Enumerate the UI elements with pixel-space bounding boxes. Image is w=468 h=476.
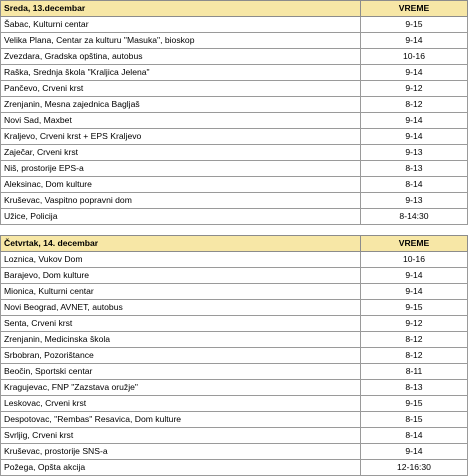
time-cell: 9-14 — [361, 33, 468, 49]
time-cell: 9-12 — [361, 316, 468, 332]
table-row — [1, 460, 468, 476]
location-cell: Kruševac, Vaspitno popravni dom — [1, 193, 361, 209]
location-cell: Kruševac, prostorije SNS-a — [1, 444, 361, 460]
time-cell: 8-14 — [361, 428, 468, 444]
time-cell: 9-14 — [361, 129, 468, 145]
table-row — [1, 412, 468, 428]
table-row — [1, 177, 468, 193]
day-header: Sreda, 13.decembar — [1, 1, 361, 17]
location-cell: Požega, Opšta akcija — [1, 460, 361, 476]
section-gap — [0, 225, 468, 235]
location-cell: Srbobran, Pozorištance — [1, 348, 361, 364]
location-cell: Beočin, Sportski centar — [1, 364, 361, 380]
time-cell: 9-15 — [361, 17, 468, 33]
table-row — [1, 129, 468, 145]
table-row — [1, 145, 468, 161]
location-cell: Loznica, Vukov Dom — [1, 252, 361, 268]
location-cell: Zrenjanin, Medicinska škola — [1, 332, 361, 348]
table-row — [1, 252, 468, 268]
table-row — [1, 348, 468, 364]
location-cell: Zrenjanin, Mesna zajednica Bagljaš — [1, 97, 361, 113]
time-column-header: VREME — [361, 1, 468, 17]
time-cell: 8-13 — [361, 161, 468, 177]
table-row — [1, 300, 468, 316]
table-row — [1, 209, 468, 225]
time-cell: 8-14:30 — [361, 209, 468, 225]
time-cell: 8-12 — [361, 332, 468, 348]
time-cell: 9-14 — [361, 268, 468, 284]
time-cell: 9-14 — [361, 444, 468, 460]
location-cell: Zaječar, Crveni krst — [1, 145, 361, 161]
table-row — [1, 364, 468, 380]
table-row — [1, 268, 468, 284]
time-cell: 8-12 — [361, 348, 468, 364]
table-row — [1, 97, 468, 113]
time-cell: 9-15 — [361, 396, 468, 412]
time-cell: 8-15 — [361, 412, 468, 428]
time-cell: 8-11 — [361, 364, 468, 380]
location-cell: Senta, Crveni krst — [1, 316, 361, 332]
location-cell: Užice, Policija — [1, 209, 361, 225]
time-column-header: VREME — [361, 236, 468, 252]
day-header-row — [1, 236, 468, 252]
table-row — [1, 81, 468, 97]
schedule-table-wednesday — [0, 0, 468, 225]
location-cell: Despotovac, "Rembas" Resavica, Dom kulture — [1, 412, 361, 428]
day-header-row — [1, 1, 468, 17]
time-cell: 9-14 — [361, 65, 468, 81]
time-cell: 9-14 — [361, 284, 468, 300]
time-cell: 9-15 — [361, 300, 468, 316]
location-cell: Leskovac, Crveni krst — [1, 396, 361, 412]
location-cell: Zvezdara, Gradska opština, autobus — [1, 49, 361, 65]
day-header: Četvrtak, 14. decembar — [1, 236, 361, 252]
time-cell: 8-14 — [361, 177, 468, 193]
table-row — [1, 33, 468, 49]
time-cell: 9-12 — [361, 81, 468, 97]
table-row — [1, 332, 468, 348]
time-cell: 8-13 — [361, 380, 468, 396]
time-cell: 8-12 — [361, 97, 468, 113]
table-row — [1, 380, 468, 396]
table-row — [1, 17, 468, 33]
table-row — [1, 193, 468, 209]
table-row — [1, 49, 468, 65]
table-row — [1, 396, 468, 412]
table-row — [1, 444, 468, 460]
location-cell: Šabac, Kulturni centar — [1, 17, 361, 33]
location-cell: Velika Plana, Centar za kulturu "Masuka", bioskop — [1, 33, 361, 49]
location-cell: Kragujevac, FNP "Zazstava oružje" — [1, 380, 361, 396]
location-cell: Novi Beograd, AVNET, autobus — [1, 300, 361, 316]
time-cell: 10-16 — [361, 252, 468, 268]
table-row — [1, 113, 468, 129]
time-cell: 12-16:30 — [361, 460, 468, 476]
table-row — [1, 284, 468, 300]
table-row — [1, 65, 468, 81]
location-cell: Novi Sad, Maxbet — [1, 113, 361, 129]
location-cell: Mionica, Kulturni centar — [1, 284, 361, 300]
table-row — [1, 428, 468, 444]
table-row — [1, 161, 468, 177]
location-cell: Niš, prostorije EPS-a — [1, 161, 361, 177]
time-cell: 10-16 — [361, 49, 468, 65]
location-cell: Raška, Srednja škola "Kraljica Jelena" — [1, 65, 361, 81]
location-cell: Svrljig, Crveni krst — [1, 428, 361, 444]
location-cell: Kraljevo, Crveni krst + EPS Kraljevo — [1, 129, 361, 145]
location-cell: Pančevo, Crveni krst — [1, 81, 361, 97]
time-cell: 9-13 — [361, 145, 468, 161]
table-row — [1, 316, 468, 332]
location-cell: Aleksinac, Dom kulture — [1, 177, 361, 193]
location-cell: Barajevo, Dom kulture — [1, 268, 361, 284]
schedule-table-thursday — [0, 235, 468, 476]
time-cell: 9-14 — [361, 113, 468, 129]
time-cell: 9-13 — [361, 193, 468, 209]
